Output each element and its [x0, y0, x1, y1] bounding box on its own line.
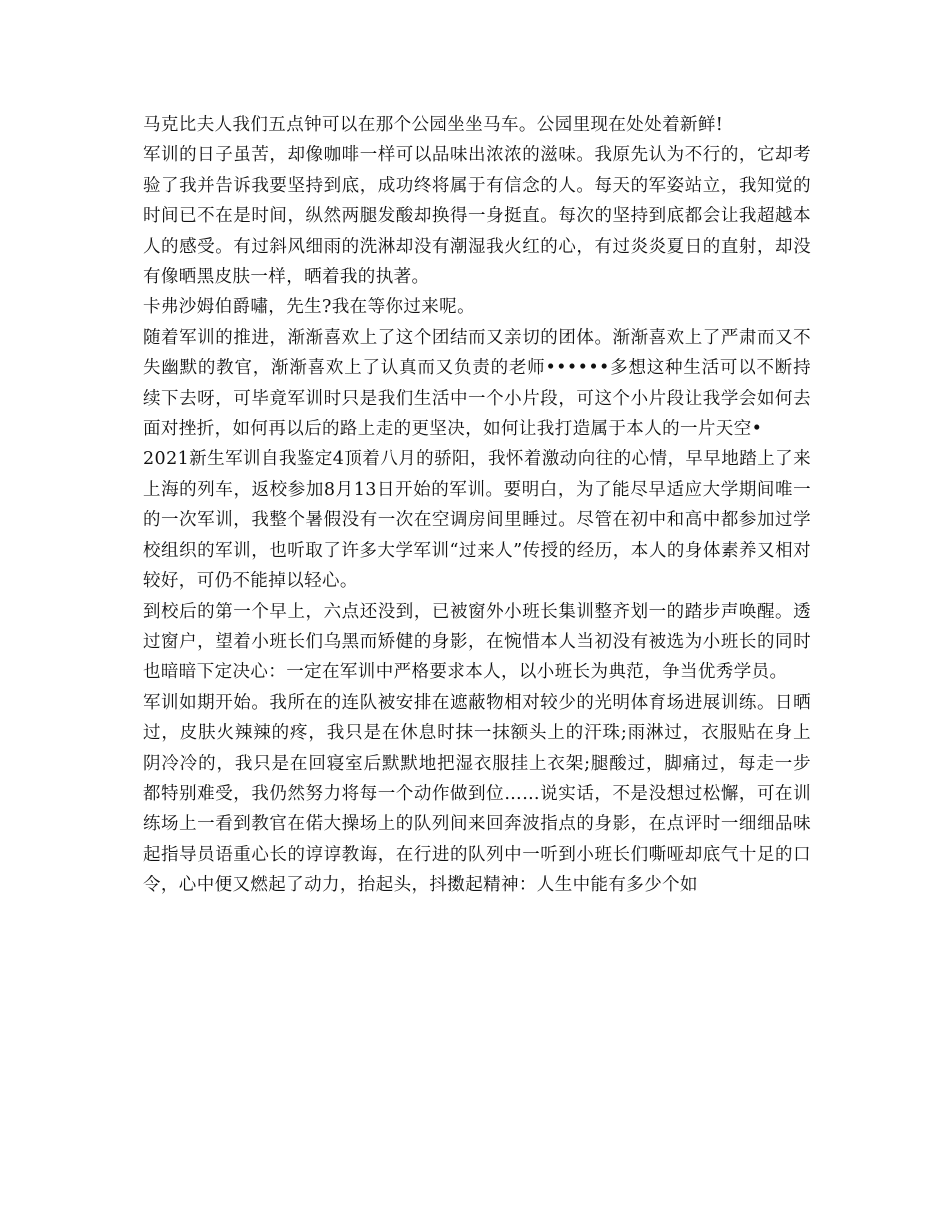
document-page: [143, 110, 811, 901]
paragraph-1: 马克比夫人我们五点钟可以在那个公园坐坐马车。公园里现在处处着新鲜!: [143, 115, 724, 135]
paragraph-7: 军训如期开始。我所在的连队被安排在遮蔽物相对较少的光明体育场进展训练。日晒过，皮肤火辣辣的疼，我只是在休息时抹一抹额头上的汗珠;雨淋过，衣服贴在身上阴冷冷的，我只是在回寝室后默默地把湿衣服挂上衣架;腿酸过，脚痛过，每走一步都特别难受，我仍然努力将每一个动作做到位……说实话，不是没想过松懈，可在训练场上一看到教官在偌大操场上的队列间来回奔波指点的身影，在点评时一细细品味起指导员语重心长的谆谆教诲，在行进的队列中一听到小班长们嘶哑却底气十足的口令，心中便又燃起了动力，抬起头，抖擞起精神：人生中能有多少个如: [143, 692, 811, 896]
paragraph-5: 2021新生军训自我鉴定4顶着八月的骄阳，我怀着激动向往的心情，早早地踏上了来上海的列车，返校参加8月13日开始的军训。要明白，为了能尽早适应大学期间唯一的一次军训，我整个暑假没有一次在空调房间里睡过。尽管在初中和高中都参加过学校组织的军训，也听取了许多大学军训“过来人”传授的经历，本人的身体素养又相对较好，可仍不能掉以轻心。: [143, 449, 811, 592]
paragraph-3: 卡弗沙姆伯爵嘯，先生?我在等你过来呢。: [143, 297, 475, 318]
paragraph-4: 随着军训的推进，渐渐喜欢上了这个团结而又亲切的团体。渐渐喜欢上了严肃而又不失幽默的教官，渐渐喜欢上了认真而又负责的老师••••••多想这种生活可以不断持续下去呀，可毕竟军训时只是我们生活中一个小片段，可这个小片段让我学会如何去面对挫折，如何再以后的路上走的更坚决，如何让我打造属于本人的一片天空•: [143, 327, 811, 440]
paragraph-2: 军训的日子虽苦，却像咖啡一样可以品味出浓浓的滋味。我原先认为不行的，它却考验了我并告诉我要坚持到底，成功终将属于有信念的人。每天的军姿站立，我知觉的时间已不在是时间，纵然两腿发酸却换得一身挺直。每次的坚持到底都会让我超越本人的感受。有过斜风细雨的洗淋却没有潮湿我火红的心，有过炎炎夏日的直射，却没有像晒黑皮肤一样，晒着我的执著。: [143, 145, 811, 288]
paragraph-6: 到校后的第一个早上，六点还没到，已被窗外小班长集训整齐划一的踏步声唤醒。透过窗户，望着小班长们乌黑而矫健的身影，在惋惜本人当初没有被选为小班长的同时也暗暗下定决心：一定在军训中严格要求本人，以小班长为典范，争当优秀学员。: [143, 601, 811, 683]
